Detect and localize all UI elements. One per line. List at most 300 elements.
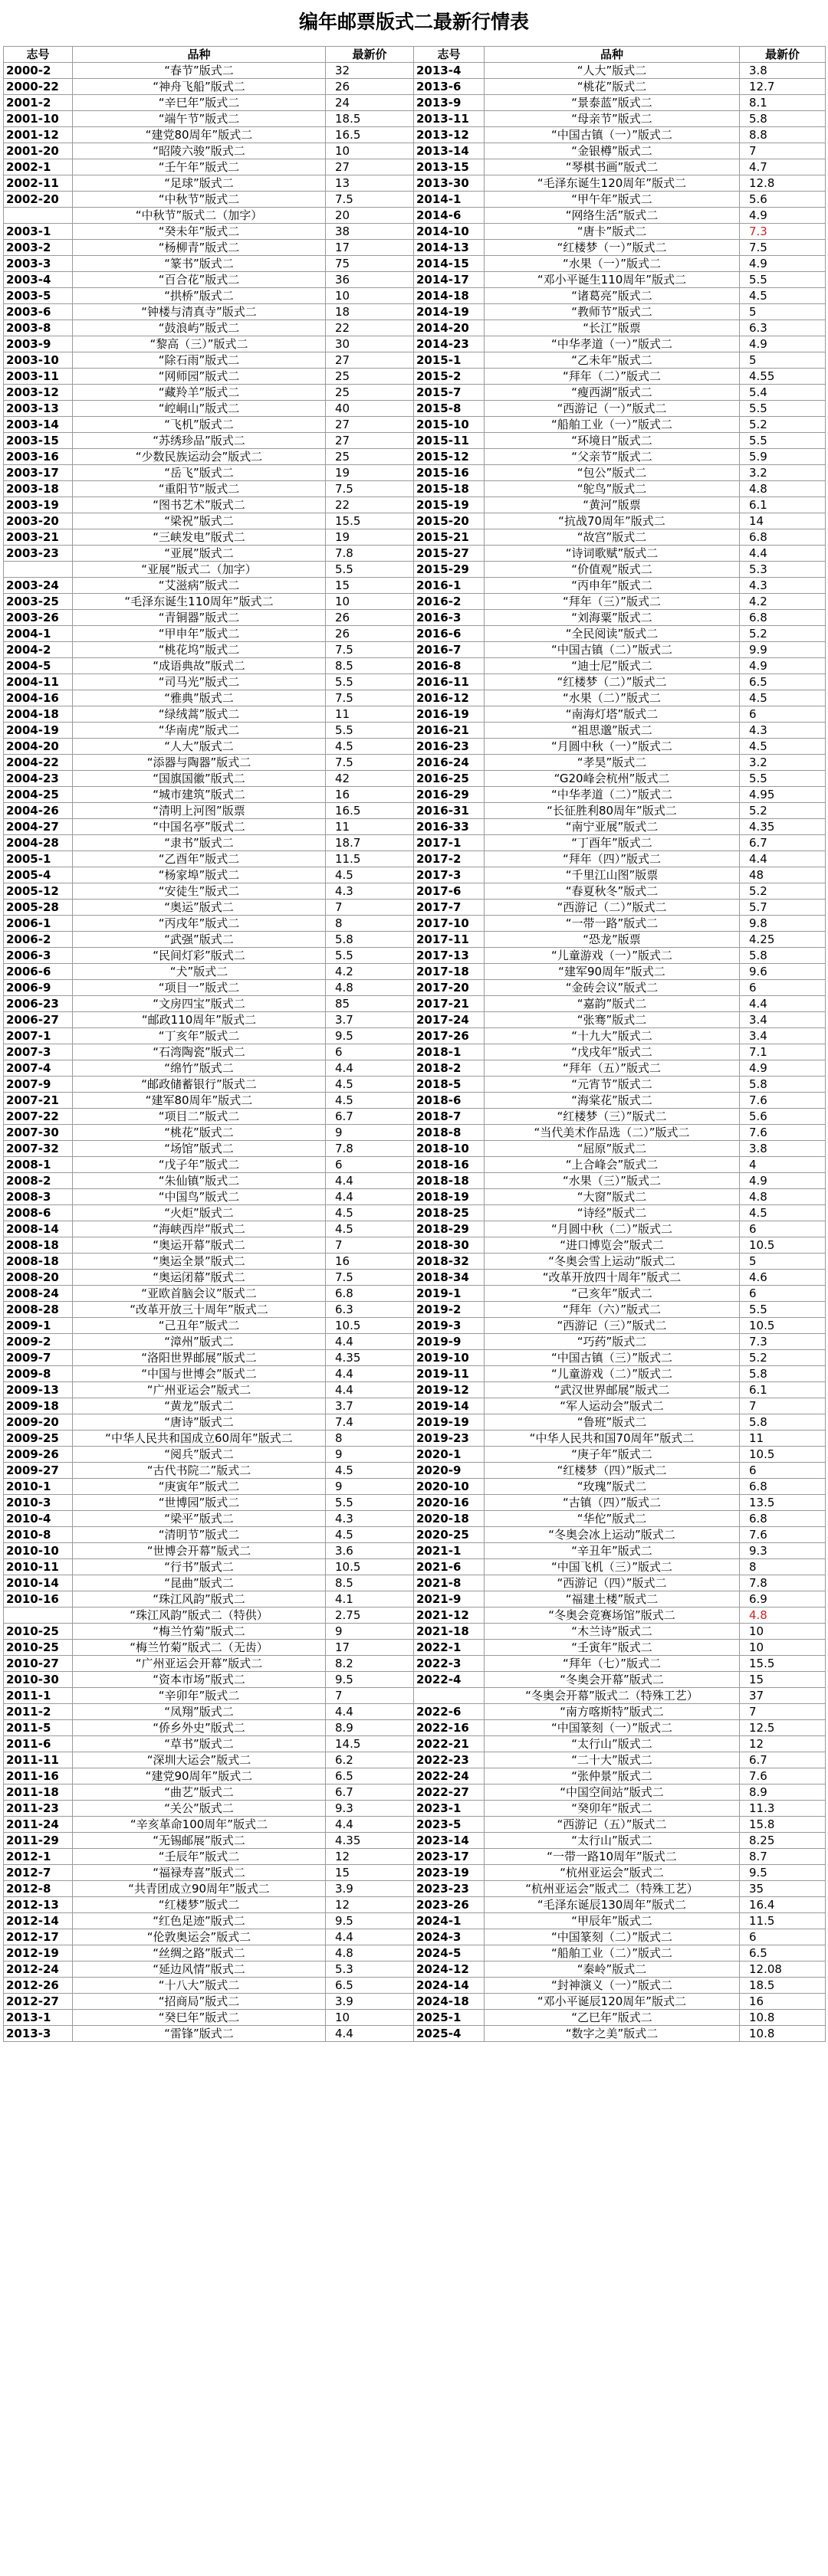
stamp-code-cell: 2012-27	[4, 1994, 73, 2010]
table-row	[4, 1141, 826, 1157]
stamp-price-cell: 4.4	[326, 1366, 414, 1382]
stamp-price-cell: 30	[326, 336, 414, 352]
table-row	[4, 127, 826, 143]
stamp-code-cell: 2013-30	[414, 175, 485, 192]
stamp-name-cell: “杭州亚运会”版式二（特殊工艺）	[485, 1881, 740, 1897]
stamp-code-cell: 2022-21	[414, 1736, 485, 1752]
table-row	[4, 1897, 826, 1913]
table-row	[4, 1801, 826, 1817]
stamp-price-cell: 3.7	[326, 1398, 414, 1414]
table-row	[4, 1543, 826, 1559]
stamp-name-cell: “伦敦奥运会”版式二	[73, 1929, 326, 1945]
stamp-name-cell: “足球”版式二	[73, 175, 326, 192]
table-row	[4, 111, 826, 127]
stamp-name-cell: “华南虎”版式二	[73, 723, 326, 739]
table-row	[4, 1093, 826, 1109]
header-code-left: 志号	[4, 47, 73, 63]
stamp-price-cell: 7.5	[326, 481, 414, 497]
stamp-price-cell: 10.5	[326, 1318, 414, 1334]
table-row	[4, 658, 826, 674]
stamp-price-cell: 7.3	[740, 224, 826, 240]
stamp-code-cell: 2006-9	[4, 980, 73, 996]
table-row	[4, 465, 826, 481]
stamp-code-cell: 2016-29	[414, 787, 485, 803]
stamp-code-cell: 2003-16	[4, 449, 73, 465]
stamp-name-cell: “数字之美”版式二	[485, 2026, 740, 2042]
stamp-name-cell: “巧药”版式二	[485, 1334, 740, 1350]
table-row	[4, 1334, 826, 1350]
stamp-code-cell: 2002-1	[4, 159, 73, 175]
stamp-name-cell: “古代书院二”版式二	[73, 1463, 326, 1479]
stamp-price-cell: 9.8	[740, 916, 826, 932]
stamp-price-cell: 13	[326, 175, 414, 192]
stamp-code-cell: 2022-27	[414, 1785, 485, 1801]
stamp-code-cell: 2023-1	[414, 1801, 485, 1817]
stamp-price-cell: 3.2	[740, 755, 826, 771]
table-row	[4, 706, 826, 723]
table-row	[4, 401, 826, 417]
table-row	[4, 2026, 826, 2042]
stamp-name-cell: “元宵节”版式二	[485, 1077, 740, 1093]
stamp-price-cell: 3.6	[326, 1543, 414, 1559]
stamp-price-cell: 4.35	[326, 1833, 414, 1849]
stamp-code-cell: 2024-3	[414, 1929, 485, 1945]
stamp-code-cell: 2003-10	[4, 352, 73, 369]
stamp-code-cell: 2000-2	[4, 63, 73, 79]
stamp-name-cell: “丙戌年”版式二	[73, 916, 326, 932]
stamp-code-cell: 2018-6	[414, 1093, 485, 1109]
stamp-price-cell: 6.8	[740, 610, 826, 626]
stamp-code-cell: 2012-26	[4, 1978, 73, 1994]
stamp-name-cell: “进口博览会”版式二	[485, 1237, 740, 1254]
table-row	[4, 272, 826, 288]
stamp-name-cell: “广州亚运会开幕”版式二	[73, 1656, 326, 1672]
stamp-price-cell: 8.9	[740, 1785, 826, 1801]
stamp-name-cell: “当代美术作品选（二）”版式二	[485, 1125, 740, 1141]
table-header-row	[4, 47, 826, 63]
table-row	[4, 1736, 826, 1752]
table-row	[4, 996, 826, 1012]
stamp-price-cell: 5.3	[326, 1961, 414, 1978]
stamp-price-cell: 8.5	[326, 658, 414, 674]
stamp-name-cell: “中国篆刻（一）”版式二	[485, 1720, 740, 1736]
stamp-name-cell: “行书”版式二	[73, 1559, 326, 1575]
stamp-price-cell: 7.1	[740, 1044, 826, 1060]
stamp-name-cell: “武强”版式二	[73, 932, 326, 948]
stamp-name-cell: “中华孝道（二）”版式二	[485, 787, 740, 803]
stamp-code-cell: 2003-9	[4, 336, 73, 352]
stamp-code-cell: 2003-19	[4, 497, 73, 513]
stamp-code-cell: 2003-11	[4, 369, 73, 385]
table-row	[4, 529, 826, 546]
stamp-name-cell: “西游记（四）”版式二	[485, 1575, 740, 1591]
stamp-name-cell: “杭州亚运会”版式二	[485, 1865, 740, 1881]
stamp-price-cell: 9.5	[326, 1028, 414, 1044]
stamp-price-cell: 4.4	[326, 1334, 414, 1350]
table-row	[4, 288, 826, 304]
stamp-code-cell: 2019-2	[414, 1302, 485, 1318]
stamp-price-cell: 6	[740, 980, 826, 996]
stamp-price-cell: 10.5	[740, 1318, 826, 1334]
stamp-price-cell: 4.55	[740, 369, 826, 385]
stamp-name-cell: “毛泽东诞生110周年”版式二	[73, 594, 326, 610]
stamp-name-cell: “桃花坞”版式二	[73, 642, 326, 658]
stamp-name-cell: “拜年（六）”版式二	[485, 1302, 740, 1318]
table-row	[4, 1012, 826, 1028]
stamp-price-cell: 5.6	[740, 1109, 826, 1125]
stamp-code-cell: 2015-19	[414, 497, 485, 513]
stamp-code-cell: 2010-10	[4, 1543, 73, 1559]
table-row	[4, 900, 826, 916]
stamp-code-cell: 2017-20	[414, 980, 485, 996]
stamp-code-cell: 2020-1	[414, 1447, 485, 1463]
stamp-code-cell: 2021-12	[414, 1608, 485, 1624]
table-row	[4, 449, 826, 465]
stamp-code-cell: 2003-8	[4, 320, 73, 336]
stamp-code-cell: 2016-19	[414, 706, 485, 723]
stamp-name-cell: “乙酉年”版式二	[73, 851, 326, 867]
stamp-code-cell: 2017-13	[414, 948, 485, 964]
table-row	[4, 79, 826, 95]
stamp-price-cell: 10	[326, 2010, 414, 2026]
stamp-price-cell: 7.5	[740, 240, 826, 256]
stamp-price-cell: 5.2	[740, 626, 826, 642]
stamp-code-cell: 2008-2	[4, 1173, 73, 1189]
stamp-name-cell: “中国篆刻（二）”版式二	[485, 1929, 740, 1945]
stamp-code-cell: 2023-17	[414, 1849, 485, 1865]
stamp-name-cell: “西游记（三）”版式二	[485, 1318, 740, 1334]
stamp-name-cell: “网络生活”版式二	[485, 208, 740, 224]
stamp-name-cell: “冬奥会开幕”版式二	[485, 1672, 740, 1688]
stamp-name-cell: “网师园”版式二	[73, 369, 326, 385]
stamp-price-cell: 4.8	[740, 1189, 826, 1205]
stamp-price-cell: 15	[326, 578, 414, 594]
stamp-name-cell: “癸未年”版式二	[73, 224, 326, 240]
stamp-price-cell: 5.8	[326, 932, 414, 948]
stamp-price-cell: 10	[326, 288, 414, 304]
stamp-price-cell: 6.5	[740, 1945, 826, 1961]
stamp-name-cell: “水果（二）”版式二	[485, 690, 740, 706]
stamp-price-cell: 35	[740, 1881, 826, 1897]
stamp-price-cell: 25	[326, 385, 414, 401]
stamp-name-cell: “奥运全景”版式二	[73, 1254, 326, 1270]
stamp-price-cell: 6	[326, 1044, 414, 1060]
table-row	[4, 1463, 826, 1479]
stamp-name-cell: “人大”版式二	[485, 63, 740, 79]
stamp-price-cell: 11.5	[740, 1913, 826, 1929]
stamp-code-cell: 2015-29	[414, 562, 485, 578]
stamp-name-cell: “丝绸之路”版式二	[73, 1945, 326, 1961]
stamp-price-cell: 10	[326, 594, 414, 610]
stamp-code-cell: 2020-16	[414, 1495, 485, 1511]
stamp-code-cell: 2019-12	[414, 1382, 485, 1398]
stamp-price-cell: 6.8	[740, 1479, 826, 1495]
stamp-code-cell: 2014-23	[414, 336, 485, 352]
stamp-name-cell: “亚欧首脑会议”版式二	[73, 1286, 326, 1302]
stamp-code-cell: 2005-1	[4, 851, 73, 867]
table-row	[4, 851, 826, 867]
stamp-code-cell: 2010-11	[4, 1559, 73, 1575]
stamp-code-cell: 2010-16	[4, 1591, 73, 1608]
stamp-name-cell: “中国名亭”版式二	[73, 819, 326, 835]
stamp-name-cell: “故宫”版式二	[485, 529, 740, 546]
stamp-code-cell: 2013-14	[414, 143, 485, 159]
stamp-price-cell: 7	[326, 1237, 414, 1254]
table-row	[4, 1254, 826, 1270]
stamp-name-cell: “月圆中秋（二）”版式二	[485, 1221, 740, 1237]
stamp-price-cell: 4.4	[326, 1189, 414, 1205]
stamp-price-cell: 48	[740, 867, 826, 883]
stamp-code-cell: 2003-2	[4, 240, 73, 256]
stamp-price-cell: 4.9	[740, 658, 826, 674]
stamp-code-cell: 2016-21	[414, 723, 485, 739]
stamp-price-cell: 11	[326, 819, 414, 835]
table-row	[4, 433, 826, 449]
stamp-name-cell: “祖思邈”版式二	[485, 723, 740, 739]
stamp-name-cell: “壬午年”版式二	[73, 159, 326, 175]
stamp-price-cell: 9.5	[740, 1865, 826, 1881]
stamp-code-cell: 2017-2	[414, 851, 485, 867]
table-row	[4, 1640, 826, 1656]
stamp-code-cell: 2012-7	[4, 1865, 73, 1881]
stamp-code-cell: 2003-24	[4, 578, 73, 594]
stamp-code-cell: 2020-10	[414, 1479, 485, 1495]
stamp-price-cell: 5.2	[740, 803, 826, 819]
stamp-name-cell: “木兰诗”版式二	[485, 1624, 740, 1640]
stamp-code-cell: 2001-2	[4, 95, 73, 111]
stamp-name-cell: “癸巳年”版式二	[73, 2010, 326, 2026]
table-row	[4, 1221, 826, 1237]
stamp-code-cell: 2004-11	[4, 674, 73, 690]
stamp-price-cell: 12	[326, 1897, 414, 1913]
stamp-price-cell: 13.5	[740, 1495, 826, 1511]
stamp-code-cell: 2015-8	[414, 401, 485, 417]
stamp-price-cell: 6	[740, 1929, 826, 1945]
stamp-name-cell: “中国古镇（三）”版式二	[485, 1350, 740, 1366]
stamp-price-cell: 6.5	[740, 674, 826, 690]
stamp-code-cell: 2021-8	[414, 1575, 485, 1591]
table-row	[4, 1286, 826, 1302]
stamp-price-cell: 8.5	[326, 1575, 414, 1591]
stamp-price-cell: 27	[326, 159, 414, 175]
stamp-name-cell: “毛泽东诞辰130周年”版式二	[485, 1897, 740, 1913]
stamp-name-cell: “冬奥会竞赛场馆”版式二	[485, 1608, 740, 1624]
stamp-name-cell: “珠江风韵”版式二（特供）	[73, 1608, 326, 1624]
stamp-name-cell: “西游记（二）”版式二	[485, 900, 740, 916]
header-name-right: 品种	[485, 47, 740, 63]
stamp-code-cell	[4, 562, 73, 578]
stamp-price-cell: 5.8	[740, 1366, 826, 1382]
stamp-name-cell: “拜年（五）”版式二	[485, 1060, 740, 1077]
table-row	[4, 578, 826, 594]
stamp-name-cell: “金砖会议”版式二	[485, 980, 740, 996]
stamp-code-cell: 2006-23	[4, 996, 73, 1012]
stamp-code-cell: 2014-1	[414, 192, 485, 208]
stamp-code-cell: 2018-1	[414, 1044, 485, 1060]
stamp-code-cell: 2015-11	[414, 433, 485, 449]
stamp-price-cell: 5.2	[740, 417, 826, 433]
table-row	[4, 1575, 826, 1591]
stamp-name-cell: “辛巳年”版式二	[73, 95, 326, 111]
stamp-name-cell: “改革开放四十周年”版式二	[485, 1270, 740, 1286]
stamp-name-cell: “国旗国徽”版式二	[73, 771, 326, 787]
stamp-name-cell: “中国与世博会”版式二	[73, 1366, 326, 1382]
stamp-price-cell: 15.8	[740, 1817, 826, 1833]
table-row	[4, 1350, 826, 1366]
stamp-price-cell: 9.6	[740, 964, 826, 980]
stamp-name-cell: “G20峰会杭州”版式二	[485, 771, 740, 787]
stamp-name-cell: “除石雨”版式二	[73, 352, 326, 369]
stamp-name-cell: “招商局”版式二	[73, 1994, 326, 2010]
stamp-code-cell: 2010-27	[4, 1656, 73, 1672]
table-row	[4, 1511, 826, 1527]
stamp-name-cell: “长江”版票	[485, 320, 740, 336]
table-row	[4, 819, 826, 835]
stamp-code-cell: 2008-18	[4, 1254, 73, 1270]
stamp-name-cell: “福建土楼”版式二	[485, 1591, 740, 1608]
stamp-name-cell: “曲艺”版式二	[73, 1785, 326, 1801]
stamp-code-cell: 2002-20	[4, 192, 73, 208]
stamp-code-cell: 2023-5	[414, 1817, 485, 1833]
stamp-code-cell: 2014-17	[414, 272, 485, 288]
stamp-code-cell: 2006-2	[4, 932, 73, 948]
stamp-name-cell: “建军90周年”版式二	[485, 964, 740, 980]
stamp-price-cell: 15.5	[740, 1656, 826, 1672]
stamp-price-cell: 25	[326, 369, 414, 385]
stamp-name-cell: “南方喀斯特”版式二	[485, 1704, 740, 1720]
stamp-name-cell: “端午节”版式二	[73, 111, 326, 127]
stamp-code-cell: 2019-14	[414, 1398, 485, 1414]
table-row	[4, 1624, 826, 1640]
stamp-price-cell: 7	[326, 900, 414, 916]
stamp-name-cell: “红楼梦（四）”版式二	[485, 1463, 740, 1479]
stamp-name-cell: “场馆”版式二	[73, 1141, 326, 1157]
stamp-price-cell: 27	[326, 352, 414, 369]
stamp-price-cell: 12.5	[740, 1720, 826, 1736]
stamp-price-cell: 14.5	[326, 1736, 414, 1752]
stamp-code-cell: 2013-4	[414, 63, 485, 79]
stamp-code-cell: 2012-14	[4, 1913, 73, 1929]
stamp-price-cell: 6.1	[740, 1382, 826, 1398]
stamp-code-cell: 2003-14	[4, 417, 73, 433]
stamp-name-cell: “凤翔”版式二	[73, 1704, 326, 1720]
stamp-price-cell: 5.8	[740, 111, 826, 127]
table-row	[4, 159, 826, 175]
stamp-code-cell: 2018-8	[414, 1125, 485, 1141]
stamp-code-cell: 2016-24	[414, 755, 485, 771]
stamp-name-cell: “唐诗”版式二	[73, 1414, 326, 1431]
stamp-price-cell: 18.7	[326, 835, 414, 851]
stamp-name-cell: “一带一路10周年”版式二	[485, 1849, 740, 1865]
stamp-name-cell: “己亥年”版式二	[485, 1286, 740, 1302]
table-row	[4, 723, 826, 739]
stamp-name-cell: “千里江山图”版票	[485, 867, 740, 883]
stamp-code-cell: 2003-21	[4, 529, 73, 546]
stamp-code-cell: 2012-8	[4, 1881, 73, 1897]
stamp-code-cell: 2017-1	[414, 835, 485, 851]
stamp-code-cell: 2022-4	[414, 1672, 485, 1688]
stamp-code-cell: 2003-5	[4, 288, 73, 304]
table-row	[4, 1237, 826, 1254]
stamp-code-cell: 2004-23	[4, 771, 73, 787]
table-row	[4, 755, 826, 771]
stamp-code-cell: 2013-6	[414, 79, 485, 95]
stamp-price-cell: 16	[326, 787, 414, 803]
stamp-name-cell: “共青团成立90周年”版式二	[73, 1881, 326, 1897]
stamp-price-cell: 6.7	[326, 1785, 414, 1801]
stamp-name-cell: “丙申年”版式二	[485, 578, 740, 594]
table-row	[4, 1913, 826, 1929]
stamp-name-cell: “崆峒山”版式二	[73, 401, 326, 417]
table-row	[4, 513, 826, 529]
stamp-price-cell: 5.5	[326, 948, 414, 964]
stamp-price-cell: 16.5	[326, 803, 414, 819]
stamp-price-cell: 19	[326, 465, 414, 481]
stamp-code-cell: 2010-30	[4, 1672, 73, 1688]
stamp-code-cell: 2021-9	[414, 1591, 485, 1608]
stamp-price-cell: 6.7	[740, 835, 826, 851]
stamp-code-cell: 2011-5	[4, 1720, 73, 1736]
stamp-code-cell: 2023-26	[414, 1897, 485, 1913]
stamp-code-cell: 2004-28	[4, 835, 73, 851]
stamp-code-cell: 2004-25	[4, 787, 73, 803]
table-row	[4, 1205, 826, 1221]
stamp-price-cell: 4.4	[326, 1929, 414, 1945]
stamp-name-cell: “成语典故”版式二	[73, 658, 326, 674]
table-row	[4, 674, 826, 690]
stamp-price-cell: 6.3	[326, 1302, 414, 1318]
table-row	[4, 336, 826, 352]
stamp-code-cell: 2004-18	[4, 706, 73, 723]
table-row	[4, 642, 826, 658]
table-row	[4, 1704, 826, 1720]
stamp-code-cell: 2003-20	[4, 513, 73, 529]
stamp-name-cell: “壬辰年”版式二	[73, 1849, 326, 1865]
stamp-price-cell: 8	[326, 1431, 414, 1447]
stamp-price-cell: 4.2	[326, 964, 414, 980]
table-row	[4, 1447, 826, 1463]
stamp-name-cell: “藏羚羊”版式二	[73, 385, 326, 401]
stamp-code-cell: 2003-12	[4, 385, 73, 401]
table-row	[4, 1591, 826, 1608]
stamp-name-cell: “中国古镇（一）”版式二	[485, 127, 740, 143]
stamp-name-cell: “桃花”版式二	[73, 1125, 326, 1141]
stamp-name-cell: “黄龙”版式二	[73, 1398, 326, 1414]
stamp-name-cell: “包公”版式二	[485, 465, 740, 481]
stamp-price-cell: 85	[326, 996, 414, 1012]
stamp-name-cell: “中国古镇（二）”版式二	[485, 642, 740, 658]
table-row	[4, 803, 826, 819]
stamp-price-cell: 27	[326, 417, 414, 433]
stamp-price-cell: 4.4	[326, 1817, 414, 1833]
stamp-name-cell: “亚展”版式二（加字）	[73, 562, 326, 578]
stamp-price-cell: 6.8	[326, 1286, 414, 1302]
stamp-code-cell: 2003-15	[4, 433, 73, 449]
stamp-code-cell: 2016-7	[414, 642, 485, 658]
stamp-price-cell: 6	[740, 1286, 826, 1302]
stamp-code-cell: 2018-30	[414, 1237, 485, 1254]
stamp-name-cell: “诗词歌赋”版式二	[485, 546, 740, 562]
stamp-code-cell: 2008-14	[4, 1221, 73, 1237]
stamp-code-cell: 2003-18	[4, 481, 73, 497]
stamp-code-cell: 2010-8	[4, 1527, 73, 1543]
stamp-price-cell: 4.95	[740, 787, 826, 803]
stamp-code-cell: 2015-27	[414, 546, 485, 562]
stamp-code-cell: 2016-3	[414, 610, 485, 626]
table-row	[4, 2010, 826, 2026]
stamp-name-cell: “红楼梦（一）”版式二	[485, 240, 740, 256]
stamp-name-cell: “景泰蓝”版式二	[485, 95, 740, 111]
